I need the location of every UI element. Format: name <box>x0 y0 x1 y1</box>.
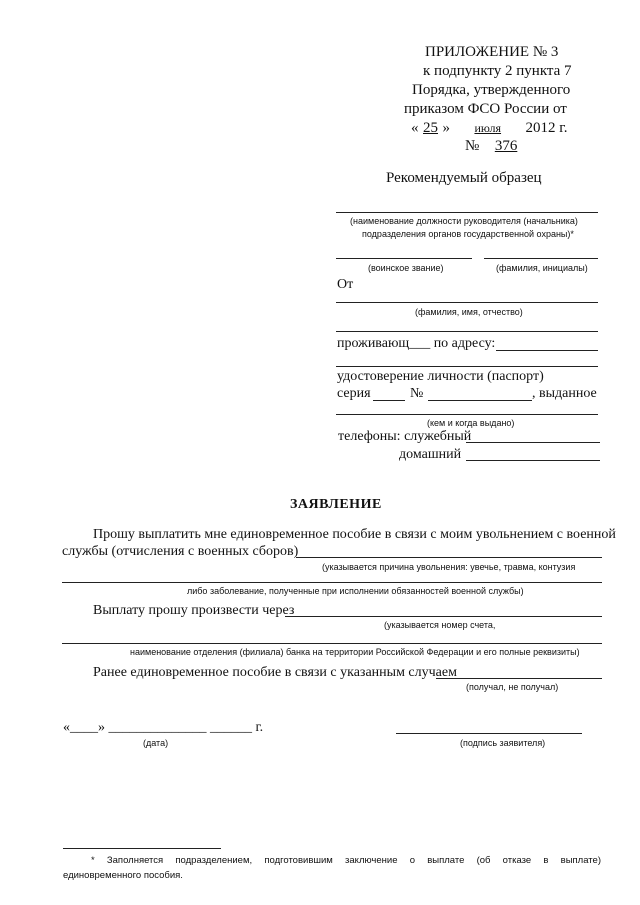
received-caption: (получал, не получал) <box>466 682 559 692</box>
account-line-2 <box>62 643 602 644</box>
signature-line <box>396 733 582 734</box>
series-line <box>373 400 405 401</box>
date-year: 2012 г. <box>525 120 568 136</box>
order-number-value: 376 <box>494 138 518 154</box>
recipient-line <box>336 212 598 213</box>
date-month: июля <box>474 121 502 135</box>
appendix-number: ПРИЛОЖЕНИЕ № 3 <box>425 44 559 60</box>
appendix-order-number <box>465 138 529 155</box>
series-label: серия <box>337 386 371 401</box>
account-caption-2: наименование отделения (филиала) банка на территории Российской Федерации и его полные реквизиты) <box>130 647 580 657</box>
footnote-line-1: * Заполняется подразделением, подготовившим заключение о выплате (об отказе в выплате) <box>91 855 601 866</box>
appendix-clause: к подпункту 2 пункта 7 <box>423 63 572 79</box>
appendix-order: Порядка, утвержденного <box>412 82 571 98</box>
document-title: ЗАЯВЛЕНИЕ <box>290 497 382 512</box>
rank-caption: (воинское звание) <box>368 263 444 273</box>
passport-number-label: № <box>410 386 424 401</box>
issued-line <box>336 414 598 415</box>
id-label: удостоверение личности (паспорт) <box>337 369 544 384</box>
reason-line-1 <box>296 557 602 558</box>
work-phone-line <box>466 442 600 443</box>
application-date: «____» ______________ ______ г. <box>63 720 264 735</box>
reason-caption-2: либо заболевание, полученные при исполнении обязанностей военной службы) <box>187 586 524 596</box>
passport-number-line <box>428 400 532 401</box>
date-day: 25 <box>423 120 438 136</box>
account-caption-1: (указывается номер счета, <box>384 620 496 630</box>
request-line-1: Прошу выплатить мне единовременное пособие в связи с моим увольнением с военной <box>93 527 616 542</box>
previous-benefit-label: Ранее единовременное пособие в связи с указанным случаем <box>93 665 457 680</box>
extra-line <box>336 331 598 332</box>
recipient-caption-2: подразделения органов государственной охраны)* <box>362 229 574 239</box>
surname-caption: (фамилия, инициалы) <box>496 263 588 273</box>
issued-caption: (кем и когда выдано) <box>427 418 515 428</box>
reason-line-2 <box>62 582 602 583</box>
recipient-caption-1: (наименование должности руководителя (начальника) <box>350 216 578 226</box>
fio-line <box>336 302 598 303</box>
received-line <box>436 678 602 679</box>
signature-caption: (подпись заявителя) <box>460 738 546 748</box>
footnote-separator <box>63 848 221 849</box>
fio-caption: (фамилия, имя, отчество) <box>415 307 523 317</box>
issued-label: , выданное <box>532 386 597 401</box>
work-phone-label: телефоны: служебный <box>338 429 472 444</box>
order-number-label: № <box>465 138 480 154</box>
address-line-1 <box>496 350 598 351</box>
request-line-2: службы (отчисления с военных сборов) <box>62 544 299 559</box>
date-open-quote: « <box>411 120 419 136</box>
date-close-quote: » <box>442 120 450 136</box>
address-line-2 <box>336 366 598 367</box>
appendix-decree: приказом ФСО России от <box>404 101 567 117</box>
from-label: От <box>337 277 354 292</box>
sample-label: Рекомендуемый образец <box>386 170 542 186</box>
surname-line <box>484 258 598 259</box>
residing-label: проживающ___ по адресу: <box>337 336 496 351</box>
reason-caption-1: (указывается причина увольнения: увечье, травма, контузия <box>322 562 576 572</box>
date-caption: (дата) <box>143 738 169 748</box>
footnote-line-2: единовременного пособия. <box>63 870 183 881</box>
appendix-date <box>411 120 567 137</box>
home-phone-label: домашний <box>399 447 462 462</box>
home-phone-line <box>466 460 600 461</box>
rank-line <box>336 258 472 259</box>
payment-label: Выплату прошу произвести через <box>93 603 295 618</box>
account-line-1 <box>285 616 602 617</box>
